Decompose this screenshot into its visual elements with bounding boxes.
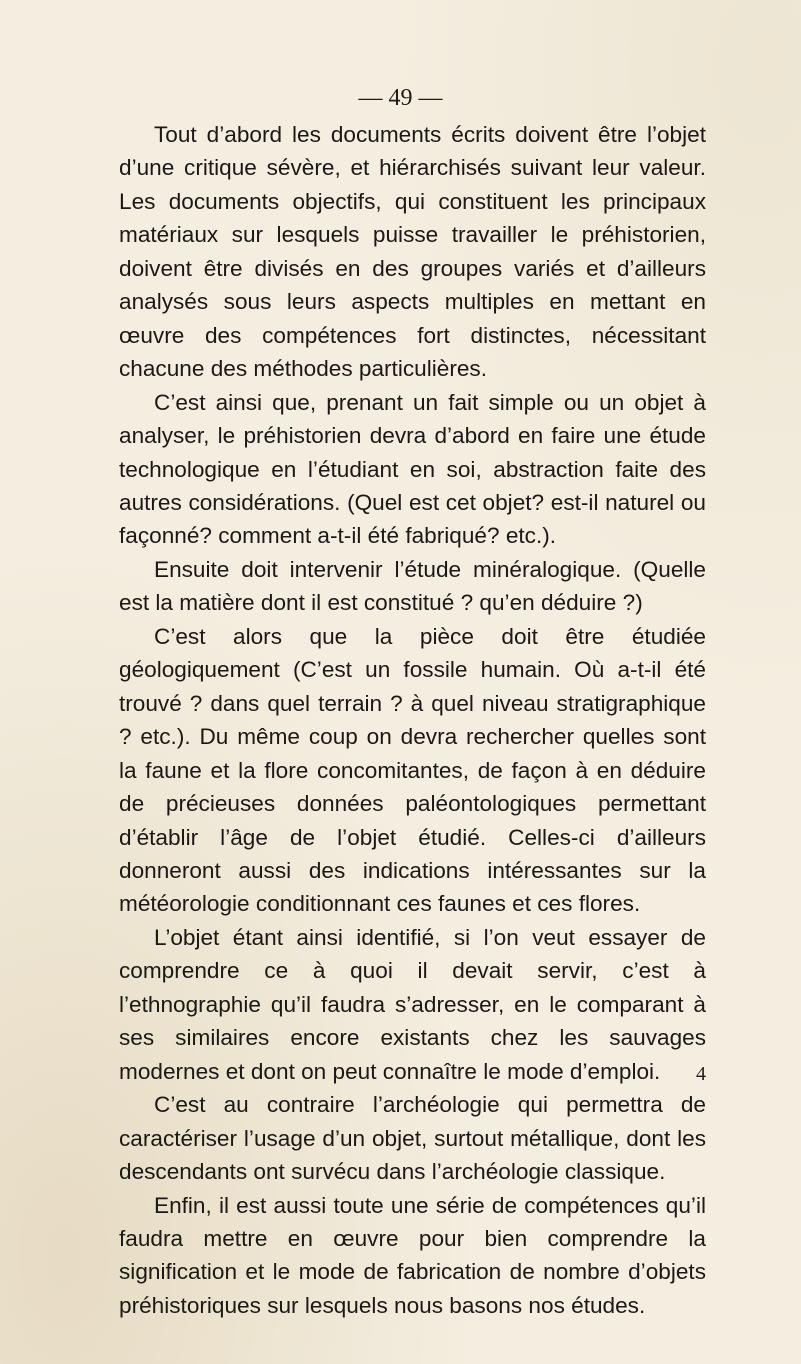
- paragraph: C’est au contraire l’archéologie qui permettra de caractériser l’usage d’un objet, surtout métallique, dont les descendants ont survécu dans l’archéologie classique.: [119, 1092, 706, 1185]
- page-number: — 49 —: [358, 85, 443, 111]
- paragraph: C’est alors que la pièce doit être étudiée géologiquement (C’est un fossile humain. Où a-t-il été trouvé ? dans quel terrain ? à quel niveau stratigraphique ? etc.). Du même coup on devra rechercher quelles sont la faune et la flore concomitantes, de façon à en déduire de précieuses données paléontologiques permettant d’établir l’âge de l’objet étudié. Celles-ci d’ailleurs donneront aussi des indications intéressantes sur la météorologie conditionnant ces faunes et ces flores.: [119, 623, 706, 917]
- paragraph: C’est ainsi que, prenant un fait simple ou un objet à analyser, le préhistorien devra d’abord en faire une étude technologique en l’étudiant en soi, abstraction faite des autres considérations. (Quel est cet objet? est-il naturel ou façonné? comment a-t-il été fabriqué? etc.).: [119, 389, 706, 549]
- body-text: [119, 118, 706, 1322]
- paragraph: Ensuite doit intervenir l’étude minéralogique. (Quelle est la matière dont il est constitué ? qu’en déduire ?): [119, 556, 706, 616]
- paragraph: L’objet étant ainsi identifié, si l’on veut essayer de comprendre ce à quoi il devait servir, c’est à l’ethnographie qu’il faudra s’adresser, en le comparant à ses similaires encore existants chez les sauvages modernes et dont on peut connaître le mode d’emploi.: [119, 924, 706, 1084]
- paragraph: Enfin, il est aussi toute une série de compétences qu’il faudra mettre en œuvre pour bien comprendre la signification et le mode de fabrication de nombre d’objets préhistoriques sur lesquels nous basons nos études.: [119, 1192, 706, 1318]
- signature-mark: 4: [696, 1063, 706, 1085]
- paragraph: Tout d’abord les documents écrits doivent être l’objet d’une critique sévère, et hiérarchisés suivant leur valeur. Les documents objectifs, qui constituent les principaux matériaux sur lesquels puisse travailler le préhistorien, doivent être divisés en des groupes variés et d’ailleurs analysés sous leurs aspects multiples en mettant en œuvre des compétences fort distinctes, nécessitant chacune des méthodes particulières.: [119, 122, 706, 382]
